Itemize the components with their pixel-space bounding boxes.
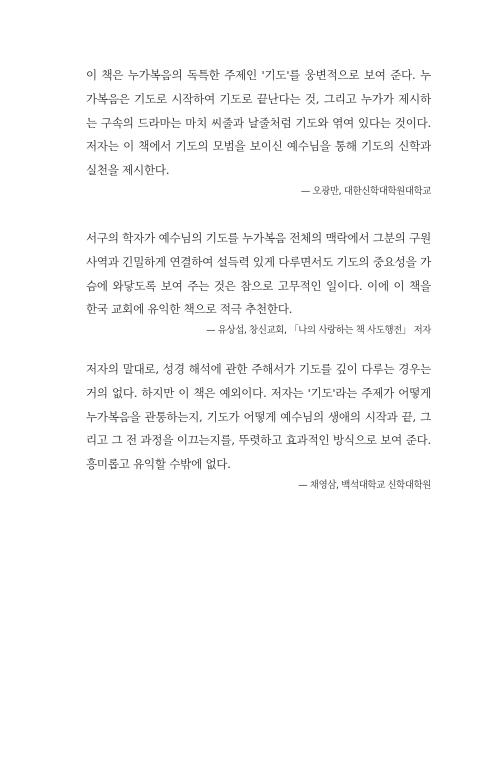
endorsement-3 xyxy=(86,358,431,494)
endorsement-attribution: — 오광만, 대한신학대학원대학교 xyxy=(300,185,431,197)
endorsement-1 xyxy=(86,64,431,200)
endorsement-text: 이 책은 누가복음의 독특한 주제인 '기도'를 웅변적으로 보여 준다. 누가복음은 기도로 시작하여 기도로 끝난다는 것, 그리고 누가가 제시하는 구속의 드라마는 마치 씨줄과 날줄처럼 기도와 엮여 있다는 것이다. 저자는 이 책에서 기도의 모범을 보이신 예수님을 통해 기도의 신학과 실천을 제시한다. xyxy=(86,68,431,178)
endorsement-attribution: — 채영삼, 백석대학교 신학대학원 xyxy=(298,479,431,491)
endorsement-text: 서구의 학자가 예수님의 기도를 누가복음 전체의 맥락에서 그분의 구원 사역과 긴밀하게 연결하여 설득력 있게 다루면서도 기도의 중요성을 가슴에 와닿도록 보여 주는 것은 참으로 고무적인 일이다. 이에 이 책을 한국 교회에 유익한 책으로 적극 추천한다. xyxy=(86,231,431,317)
endorsement-text: 저자의 말대로, 성경 해석에 관한 주해서가 기도를 깊이 다루는 경우는 거의 없다. 하지만 이 책은 예외이다. 저자는 '기도'라는 주제가 어떻게 누가복음을 관통하는지, 기도가 어떻게 예수님의 생애의 시작과 끝, 그리고 그 전 과정을 이끄는지를, 뚜렷하고 효과적인 방식으로 보여 준다. 흥미롭고 유익할 수밖에 없다. xyxy=(86,362,431,472)
endorsement-attribution: — 유상섭, 창신교회, 「나의 사랑하는 책 사도행전」 저자 xyxy=(206,325,431,337)
endorsement-2 xyxy=(86,227,431,339)
